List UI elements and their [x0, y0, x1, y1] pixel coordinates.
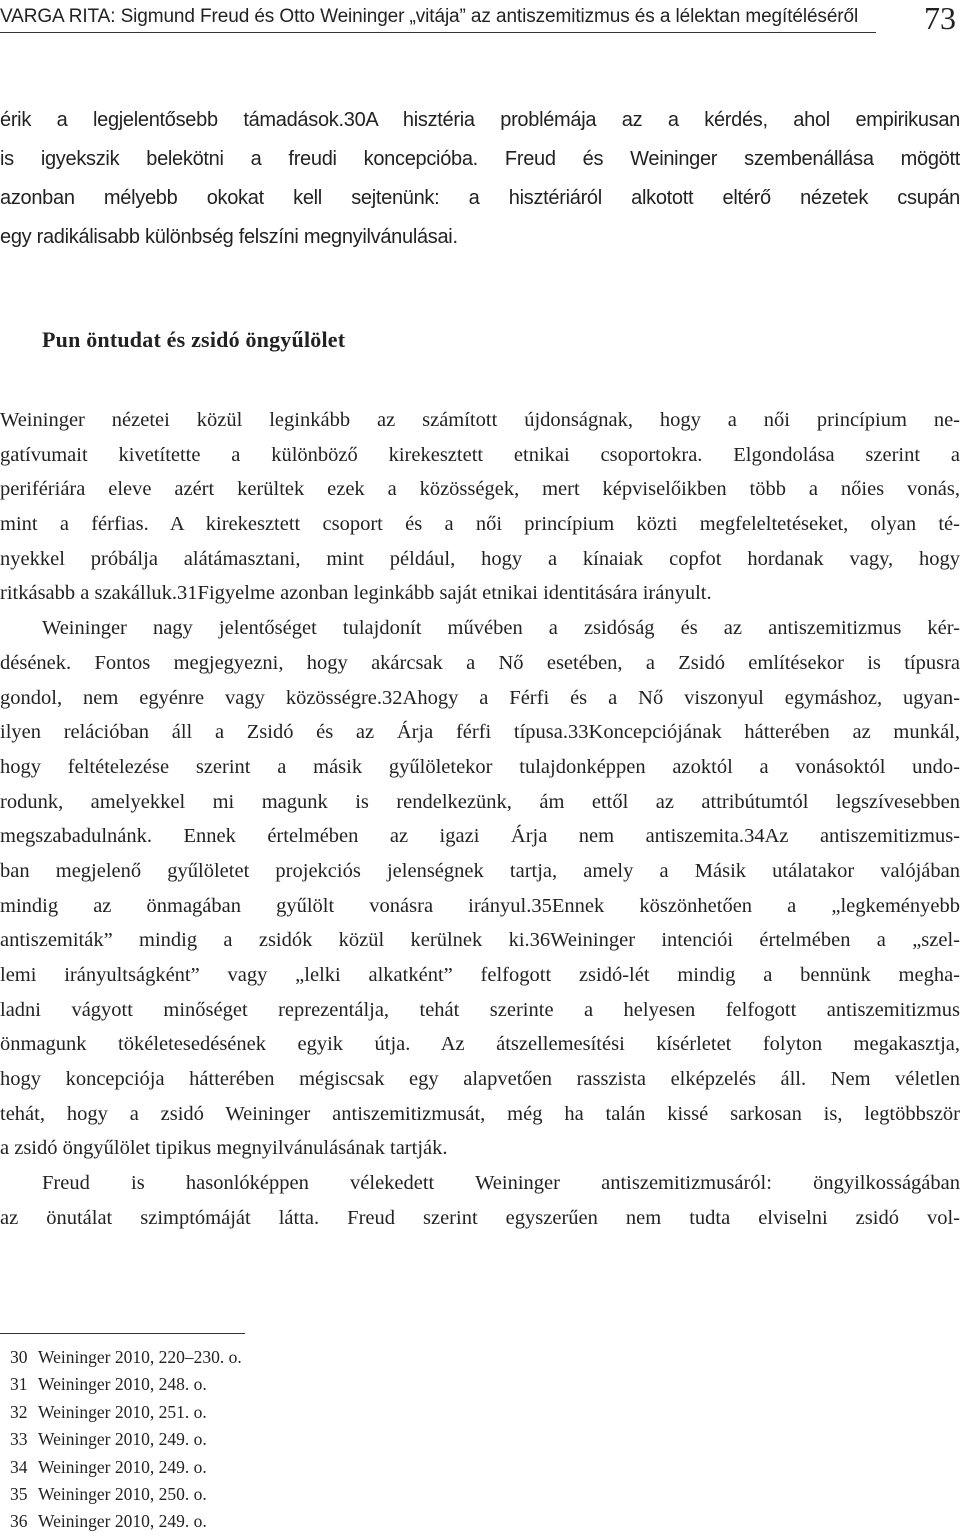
- text-line: gatívumait kivetítette a különböző kirekesztett etnikai csoportokra. Elgondolása szerint a: [0, 443, 960, 466]
- text-line: önmagunk tökéletesedésének egyik útja. Az átszellemesítési kísérletet folyton megakasztja,: [0, 1033, 960, 1056]
- text-line: [0, 923, 960, 958]
- line-text: gondol, nem egyénre vagy közösségre.: [0, 686, 383, 709]
- intro-paragraph: [0, 101, 960, 257]
- footnote-text: Weininger 2010, 220–230. o.: [38, 1347, 242, 1367]
- footnote-rule: [0, 1333, 245, 1334]
- footnotes: [0, 1344, 400, 1536]
- text-line: rodunk, amelyekkel mi magunk is rendelkezünk, ám ettől az attribútumtól legszívesebben: [0, 790, 960, 813]
- text-line: [0, 101, 960, 140]
- line-text: ritkásabb a szakálluk.: [0, 582, 178, 605]
- footnote-text: Weininger 2010, 249. o.: [38, 1429, 207, 1450]
- text-line: a zsidó öngyűlölet tipikus megnyilvánulásának tartják.: [0, 1137, 448, 1160]
- text-line: hogy koncepciója hátterében mégiscsak egy alapvetően rasszista elképzelés áll. Nem véletlen: [0, 1068, 960, 1091]
- footnote-ref: 36: [529, 929, 551, 952]
- text-line: [0, 889, 960, 924]
- text-line: egy radikálisabb különbség felszíni megnyilvánulásai.: [0, 226, 458, 248]
- footnote-text: Weininger 2010, 248. o.: [38, 1374, 207, 1395]
- footnote-ref: 35: [531, 894, 552, 917]
- text-line: ladni vágyott minőséget reprezentálja, tehát szerinte a helyesen felfogott antiszemitizmus: [0, 998, 960, 1021]
- footnote-text: Weininger 2010, 249. o.: [38, 1456, 207, 1477]
- text-line: Weininger nézetei közül leginkább az számított újdonságnak, hogy a női princípium ne-: [0, 409, 960, 431]
- text-line: lemi irányultságként” vagy „lelki alkatként” felfogott zsidó-lét mindig a bennünk megha-: [0, 964, 960, 986]
- text-line: is igyekszik belekötni a freudi koncepcióba. Freud és Weininger szembenállása mögött: [0, 148, 960, 170]
- text-line: Weininger nagy jelentőséget tulajdonít művében a zsidóság és az antiszemitizmus kér-: [42, 617, 960, 640]
- text-line: [0, 819, 960, 854]
- line-text: Ahogy a Férfi és a Nő viszonyul egymáshoz, ugyan-: [402, 686, 960, 709]
- footnote-number: 33: [10, 1429, 28, 1450]
- text-line: Freud is hasonlóképpen vélekedett Weininger antiszemitizmusáról: öngyilkosságában: [42, 1172, 960, 1195]
- section-heading: Pun öntudat és zsidó öngyűlölet: [42, 327, 346, 352]
- footnote-number: 34: [10, 1456, 28, 1477]
- line-text: megszabadulnánk. Ennek értelmében az igazi Árja nem antiszemita.: [0, 825, 745, 848]
- footnote-number: 31: [10, 1374, 28, 1395]
- line-text: Az antiszemitizmus-: [764, 825, 960, 848]
- line-text: Koncepciójának hátterében az munkál,: [588, 721, 960, 744]
- footnote-text: Weininger 2010, 250. o.: [38, 1483, 207, 1504]
- footnote-item: [0, 1399, 400, 1426]
- header-rule: [0, 32, 876, 33]
- footnote-ref: 30: [343, 109, 366, 131]
- page-number: 73: [924, 0, 956, 36]
- text-line: perifériára eleve azért kerültek ezek a közösségek, mert képviselőikben több a nőies vonás,: [0, 478, 960, 501]
- line-text: ilyen relációban áll a Zsidó és az Árja férfi típusa.: [0, 721, 569, 744]
- footnote-item: [0, 1371, 400, 1398]
- footnote-item: [0, 1481, 400, 1508]
- text-line: [0, 576, 960, 611]
- footnote-item: [0, 1508, 400, 1535]
- line-text: antiszemiták” mindig a zsidók közül kerülnek ki.: [0, 929, 530, 952]
- text-line: az önutálat szimptómáját látta. Freud szerint egyszerűen nem tudta elviselni zsidó vol-: [0, 1206, 960, 1229]
- text-line: nyekkel próbálja alátámasztani, mint például, hogy a kínaiak copfot hordanak vagy, hogy: [0, 547, 960, 570]
- running-header: [0, 0, 960, 44]
- line-text: A hisztéria problémája az a kérdés, ahol empirikusan: [365, 109, 960, 131]
- running-header-title: VARGA RITA: Sigmund Freud és Otto Weininger „vitája” az antiszemitizmus és a lélektan megítéléséről: [0, 6, 859, 27]
- footnote-item: [0, 1344, 400, 1371]
- footnote-number: 36: [10, 1511, 28, 1532]
- text-line: mint a férfias. A kirekesztett csoport és a női princípium közti megfeleltetéseket, olyan té-: [0, 513, 960, 536]
- footnote-ref: 34: [744, 825, 765, 848]
- footnote-item: [0, 1454, 400, 1481]
- footnote-number: 32: [10, 1401, 28, 1422]
- footnote-number: 35: [10, 1483, 28, 1504]
- footnote-text: Weininger 2010, 251. o.: [38, 1401, 207, 1422]
- footnote-number: 30: [10, 1347, 28, 1367]
- body-text: [0, 403, 960, 1236]
- text-line: [0, 681, 960, 716]
- line-text: mindig az önmagában gyűlölt vonásra irányul.: [0, 894, 532, 917]
- footnote-ref: 33: [568, 721, 589, 744]
- footnote-item: [0, 1426, 400, 1453]
- line-text: Weininger intenciói értelmében a „szel-: [550, 929, 960, 952]
- text-line: hogy feltételezése szerint a másik gyűlöletekor tulajdonképpen azoktól a vonásoktól undo-: [0, 755, 960, 778]
- line-text: érik a legjelentősebb támadások.: [0, 109, 344, 131]
- footnote-ref: 32: [382, 686, 403, 709]
- text-line: ban megjelenő gyűlöletet projekciós jelenségnek tartja, amely a Másik utálatakor valójában: [0, 859, 960, 882]
- footnote-ref: 31: [177, 582, 198, 605]
- text-line: désének. Fontos megjegyezni, hogy akárcsak a Nő esetében, a Zsidó említésekor is típusra: [0, 651, 960, 674]
- text-line: azonban mélyebb okokat kell sejtenünk: a hisztériáról alkotott eltérő nézetek csupán: [0, 187, 960, 209]
- line-text: Figyelme azonban leginkább saját etnikai identitására irányult.: [197, 582, 712, 605]
- line-text: Ennek köszönhetően a „legkeményebb: [551, 894, 960, 917]
- text-line: tehát, hogy a zsidó Weininger antiszemitizmusát, még ha talán kissé sarkosan is, legtöbbször: [0, 1102, 960, 1125]
- footnote-text: Weininger 2010, 249. o.: [38, 1511, 207, 1532]
- text-line: [0, 715, 960, 750]
